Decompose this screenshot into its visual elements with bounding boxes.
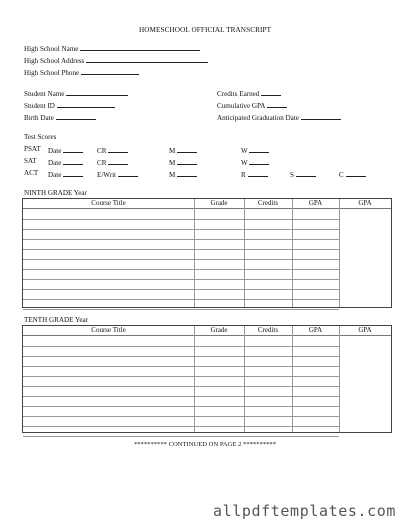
tenth-col-credits: Credits [257, 326, 279, 334]
sat-date-line[interactable] [63, 157, 83, 165]
table-row[interactable] [23, 426, 339, 427]
ninth-col-course-title: Course Title [91, 199, 126, 207]
table-row[interactable] [23, 356, 339, 357]
school-address-label: High School Address [24, 57, 85, 65]
birth-date-label: Birth Date [24, 114, 54, 122]
act-c-field[interactable] [339, 169, 366, 180]
sat-w-field[interactable] [241, 157, 269, 168]
ninth-col-gpa-2: GPA [358, 199, 372, 207]
sat-m-field[interactable] [169, 157, 197, 168]
act-ewrit-line[interactable] [118, 169, 138, 177]
school-phone-label: High School Phone [24, 69, 80, 77]
tenth-col-course-title: Course Title [91, 326, 126, 334]
table-row[interactable] [23, 309, 339, 310]
tenth-header-divider [23, 335, 391, 336]
sat-w-label: W [241, 159, 248, 167]
act-c-line[interactable] [346, 169, 366, 177]
table-row[interactable] [23, 219, 339, 220]
table-row[interactable] [23, 299, 339, 300]
credits-earned-line[interactable] [261, 88, 281, 96]
psat-cr-label: CR [97, 147, 107, 155]
act-s-field[interactable] [290, 169, 316, 180]
sat-cr-line[interactable] [108, 157, 128, 165]
school-name-field[interactable] [24, 43, 200, 54]
act-ewrit-label: E/Writ [97, 171, 117, 179]
act-date-field[interactable] [48, 169, 83, 180]
ninth-col-divider [292, 199, 293, 307]
act-r-field[interactable] [241, 169, 268, 180]
birth-date-field[interactable] [24, 112, 96, 123]
tenth-col-gpa: GPA [308, 326, 323, 334]
ninth-col-divider [339, 199, 340, 307]
tenth-grade-heading: TENTH GRADE Year [24, 316, 89, 324]
table-row[interactable] [23, 386, 339, 387]
table-row[interactable] [23, 259, 339, 260]
psat-date-line[interactable] [63, 145, 83, 153]
credits-earned-field[interactable] [217, 88, 281, 99]
school-address-line[interactable] [86, 55, 208, 63]
student-id-label: Student ID [24, 102, 55, 110]
sat-date-label: Date [48, 159, 62, 167]
school-phone-line[interactable] [81, 67, 139, 75]
psat-w-label: W [241, 147, 248, 155]
psat-date-field[interactable] [48, 145, 83, 156]
ninth-col-grade: Grade [210, 199, 228, 207]
school-phone-field[interactable] [24, 67, 139, 78]
table-row[interactable] [23, 269, 339, 270]
table-row[interactable] [23, 396, 339, 397]
ninth-col-divider [194, 199, 195, 307]
psat-w-field[interactable] [241, 145, 269, 156]
table-row[interactable] [23, 366, 339, 367]
continued-note: ********** CONTINUED ON PAGE 2 ********** [133, 441, 277, 448]
ninth-col-divider [244, 199, 245, 307]
act-s-label: S [290, 171, 294, 179]
document-title: HOMESCHOOL OFFICIAL TRANSCRIPT [138, 26, 272, 34]
table-row[interactable] [23, 289, 339, 290]
birth-date-line[interactable] [56, 112, 96, 120]
ninth-grade-table [22, 198, 392, 308]
sat-cr-label: CR [97, 159, 107, 167]
table-row[interactable] [23, 376, 339, 377]
table-row[interactable] [23, 406, 339, 407]
credits-earned-label: Credits Earned [217, 90, 260, 98]
psat-cr-field[interactable] [97, 145, 128, 156]
sat-w-line[interactable] [249, 157, 269, 165]
test-scores-heading: Test Scores [24, 133, 57, 141]
psat-m-label: M [169, 147, 176, 155]
sat-m-line[interactable] [177, 157, 197, 165]
act-c-label: C [339, 171, 344, 179]
cumulative-gpa-label: Cumulative GPA [217, 102, 266, 110]
psat-cr-line[interactable] [108, 145, 128, 153]
ninth-header-divider [23, 208, 391, 209]
act-date-line[interactable] [63, 169, 83, 177]
ninth-grade-heading: NINTH GRADE Year [24, 189, 87, 197]
graduation-date-line[interactable] [301, 112, 341, 120]
graduation-date-field[interactable] [217, 112, 341, 123]
act-r-line[interactable] [248, 169, 268, 177]
act-m-label: M [169, 171, 176, 179]
act-r-label: R [241, 171, 246, 179]
table-row[interactable] [23, 239, 339, 240]
school-name-line[interactable] [80, 43, 200, 51]
tenth-col-gpa-2: GPA [358, 326, 372, 334]
tenth-col-divider [339, 326, 340, 432]
watermark-footer: allpdftemplates.com [213, 502, 396, 520]
act-ewrit-field[interactable] [97, 169, 138, 180]
sat-label: SAT [24, 157, 37, 165]
table-row[interactable] [23, 436, 339, 437]
act-m-field[interactable] [169, 169, 197, 180]
table-row[interactable] [23, 279, 339, 280]
table-row[interactable] [23, 229, 339, 230]
ninth-col-gpa: GPA [308, 199, 323, 207]
table-row[interactable] [23, 249, 339, 250]
student-name-label: Student Name [24, 90, 65, 98]
ninth-col-credits: Credits [257, 199, 279, 207]
cumulative-gpa-line[interactable] [267, 100, 287, 108]
student-id-line[interactable] [57, 100, 115, 108]
tenth-col-grade: Grade [210, 326, 228, 334]
school-name-label: High School Name [24, 45, 79, 53]
psat-m-line[interactable] [177, 145, 197, 153]
act-s-line[interactable] [296, 169, 316, 177]
psat-date-label: Date [48, 147, 62, 155]
act-m-line[interactable] [177, 169, 197, 177]
table-row[interactable] [23, 416, 339, 417]
sat-date-field[interactable] [48, 157, 83, 168]
psat-label: PSAT [24, 145, 41, 153]
psat-w-line[interactable] [249, 145, 269, 153]
act-label: ACT [24, 169, 39, 177]
cumulative-gpa-field[interactable] [217, 100, 287, 111]
sat-cr-field[interactable] [97, 157, 128, 168]
psat-m-field[interactable] [169, 145, 197, 156]
graduation-date-label: Anticipated Graduation Date [217, 114, 299, 122]
act-date-label: Date [48, 171, 62, 179]
school-address-field[interactable] [24, 55, 208, 66]
tenth-grade-table [22, 325, 392, 433]
table-row[interactable] [23, 346, 339, 347]
student-id-field[interactable] [24, 100, 115, 111]
student-name-line[interactable] [66, 88, 128, 96]
student-name-field[interactable] [24, 88, 128, 99]
sat-m-label: M [169, 159, 176, 167]
